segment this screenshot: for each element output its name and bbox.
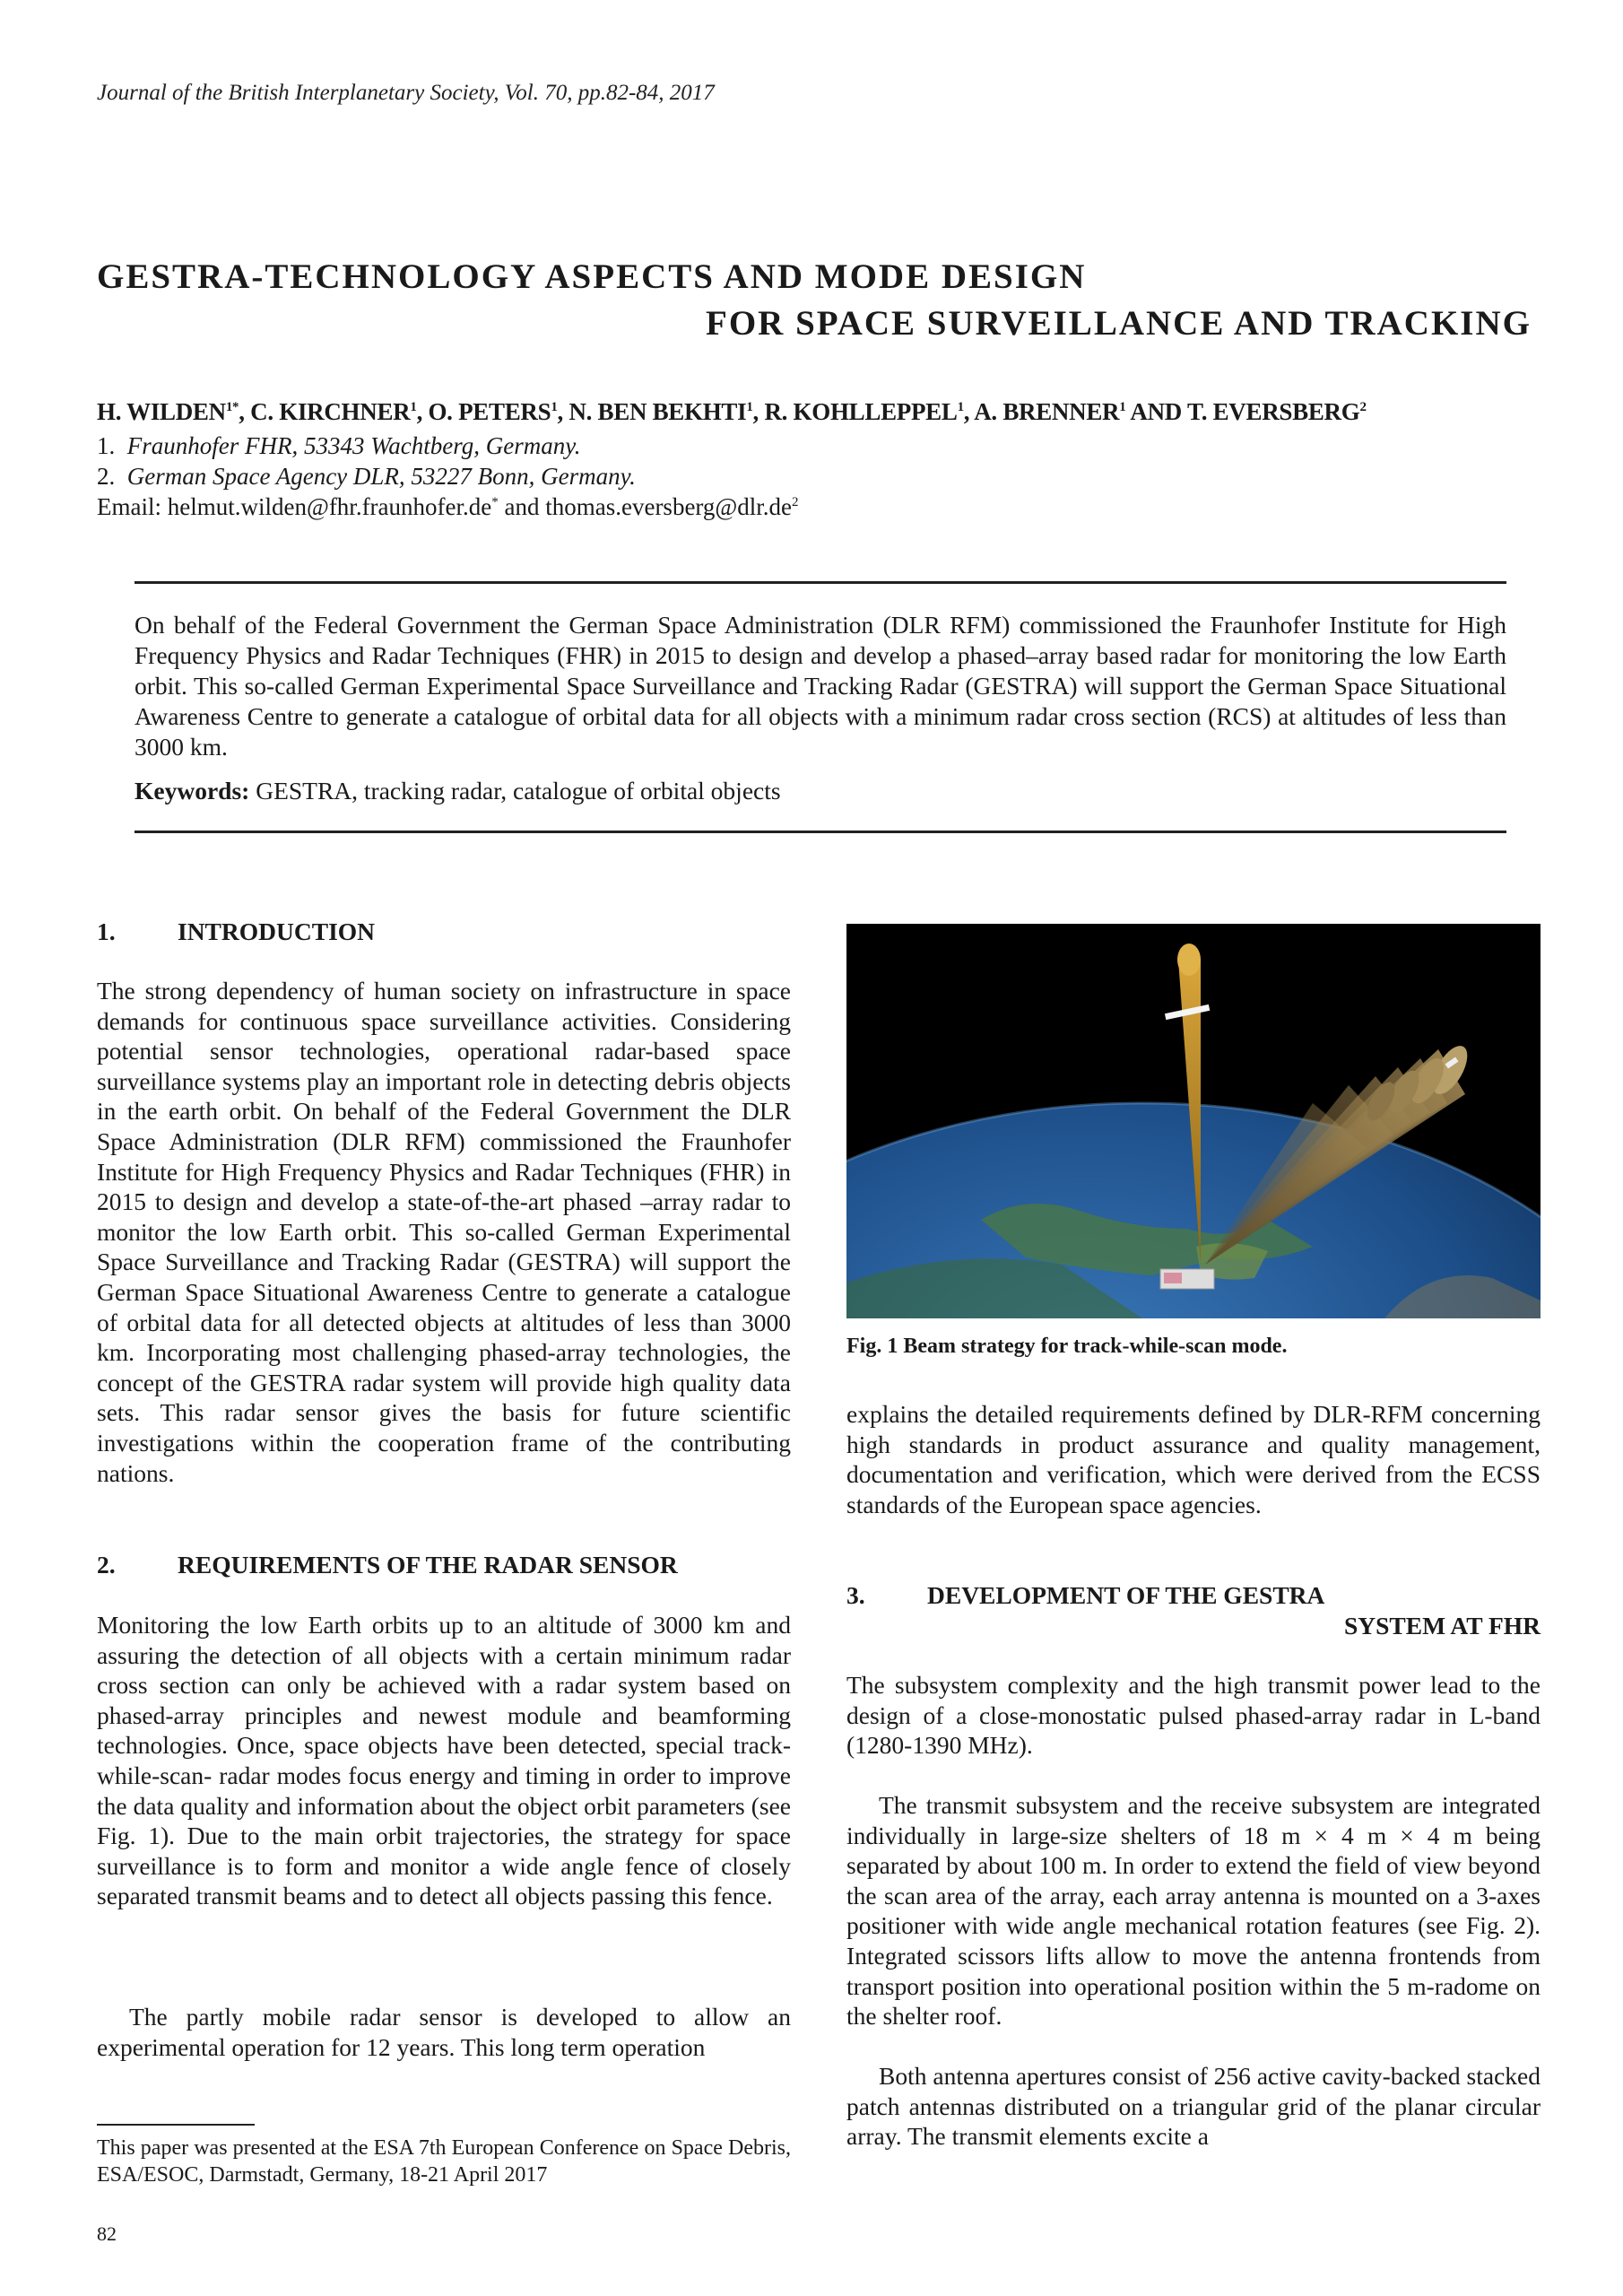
figure-1-caption: Fig. 1 Beam strategy for track-while-scan mode.: [846, 1335, 1288, 1358]
affiliation-2: 2. German Space Agency DLR, 53227 Bonn, Germany.: [97, 463, 636, 490]
author-affiliation-mark: 1: [957, 400, 964, 414]
section-1-body: The strong dependency of human society on infrastructure in space demands for continuous space surveillance activities. Considering potential sensor technologies, operational radar-based space surveillance systems play an important role in detecting debris objects in the earth orbit. On behalf of the Federal Government the DLR Space Administration (DLR RFM) commissioned the Fraunhofer Institute for High Frequency Physics and Radar Techniques (FHR) in 2015 to design and develop a state-of-the-art phased –array radar to monitor the low Earth orbit. This so-called German Experimental Space Surveillance and Tracking Radar (GESTRA) will support the German Space Situational Awareness Centre to generate a catalogue of orbital data for all detected objects at altitudes of less than 3000 km. Incorporating most challenging phased-array technologies, the concept of the GESTRA radar system will provide high quality data sets. This radar sensor gives the basis for future scientific investigations within the cooperation frame of the contributing nations.: [97, 977, 791, 1487]
author-separator: ,: [752, 398, 765, 425]
author-affiliation-mark: 1: [746, 400, 753, 414]
beam-strategy-illustration: [846, 924, 1541, 1318]
footnote-rule: [97, 2124, 255, 2126]
journal-citation: Journal of the British Interplanetary Society, Vol. 70, pp.82-84, 2017: [97, 81, 715, 105]
paper-title-line-2: FOR SPACE SURVEILLANCE AND TRACKING: [706, 304, 1532, 343]
page-number: 82: [97, 2222, 117, 2245]
affiliation-1: 1. Fraunhofer FHR, 53343 Wachtberg, Germany.: [97, 432, 581, 459]
section-2-paragraph-2: The partly mobile radar sensor is developed to allow an experimental operation for 12 years. This long term operation: [97, 2003, 791, 2061]
author-name: O. PETERS: [428, 398, 551, 425]
section-2-heading: 2. REQUIREMENTS OF THE RADAR SENSOR: [97, 1551, 678, 1578]
footnote: This paper was presented at the ESA 7th European Conference on Space Debris, ESA/ESOC, Darmstadt, Germany, 18-21 April 2017: [97, 2136, 791, 2187]
author-affiliation-mark: 1: [1119, 400, 1126, 414]
section-3-heading: 3. DEVELOPMENT OF THE GESTRA SYSTEM AT FHR: [846, 1581, 1541, 1639]
author-name: T. EVERSBERG: [1186, 398, 1360, 425]
author-name: H. WILDEN: [97, 398, 226, 425]
author-name: C. KIRCHNER: [250, 398, 411, 425]
abstract-top-rule: [135, 581, 1506, 584]
section-3-paragraph-2: The transmit subsystem and the receive subsystem are integrated individually in large-size shelters of 18 m × 4 m × 4 m being separated by about 100 m. In order to extend the field of view beyond the scan area of the array, each array antenna is mounted on a 3-axes positioner with wide angle mechanical rotation features (see Fig. 2). Integrated scissors lifts allow to move the antenna frontends from transport position into operational position within the 5 m-radome on the shelter roof.: [846, 1791, 1541, 2031]
author-emails: Email: helmut.wilden@fhr.fraunhofer.de* and $thomas.eversberg@dlr.de^2$: [97, 493, 799, 520]
paper-title-line-1: GESTRA-TECHNOLOGY ASPECTS AND MODE DESIGN: [97, 257, 1087, 296]
section-2-paragraph-2-continued: explains the detailed requirements defined by DLR-RFM concerning high standards in product assurance and quality management, documentation and verification, which were derived from the ECSS standards of the European space agencies.: [846, 1400, 1541, 1518]
section-3-paragraph-3: Both antenna apertures consist of 256 active cavity-backed stacked patch antennas distributed on a triangular grid of the planar circular array. The transmit elements excite a: [846, 2062, 1541, 2151]
author-separator: ,: [963, 398, 975, 425]
author-list: [97, 398, 1367, 426]
section-2-body: Monitoring the low Earth orbits up to an altitude of 3000 km and assuring the detection of all objects with a certain minimum radar cross section can only be achieved with a radar system based on phased-array principles and newest module and beamforming technologies. Once, space objects have been detected, special track-while-scan- radar modes focus energy and timing in order to improve the data quality and information about the object orbit parameters (see Fig. 1). Due to the main orbit trajectories, the strategy for space surveillance is to form and monitor a wide angle fence of closely separated transmit beams and to detect all objects passing this fence.: [97, 1611, 791, 1910]
author-separator: ,: [239, 398, 251, 425]
author-separator: AND: [1125, 398, 1187, 425]
author-name: R. KOHLLEPPEL: [764, 398, 958, 425]
author-separator: ,: [416, 398, 429, 425]
figure-1-beam-strategy: [846, 924, 1541, 1318]
author-separator: ,: [557, 398, 569, 425]
author-affiliation-mark: 1*: [225, 400, 239, 414]
abstract: On behalf of the Federal Government the German Space Administration (DLR RFM) commissioned the Fraunhofer Institute for High Frequency Physics and Radar Techniques (FHR) in 2015 to design and develop a phased–array based radar for monitoring the low Earth orbit. This so-called German Experimental Space Surveillance and Tracking Radar (GESTRA) will support the German Space Situational Awareness Centre to generate a catalogue of orbital data for all objects with a minimum radar cross section (RCS) at altitudes of less than 3000 km.: [135, 611, 1506, 761]
author-affiliation-mark: 1: [551, 400, 558, 414]
section-3-paragraph-1: The subsystem complexity and the high transmit power lead to the design of a close-monostatic pulsed phased-array radar in L-band (1280-1390 MHz).: [846, 1671, 1541, 1760]
author-affiliation-mark: 2: [1359, 400, 1367, 414]
author-name: A. BRENNER: [974, 398, 1120, 425]
abstract-bottom-rule: [135, 831, 1506, 833]
section-1-heading: 1. INTRODUCTION: [97, 918, 376, 945]
author-affiliation-mark: 1: [410, 400, 417, 414]
keywords: Keywords: GESTRA, tracking radar, catalogue of orbital objects: [135, 777, 781, 804]
author-name: N. BEN BEKHTI: [568, 398, 747, 425]
